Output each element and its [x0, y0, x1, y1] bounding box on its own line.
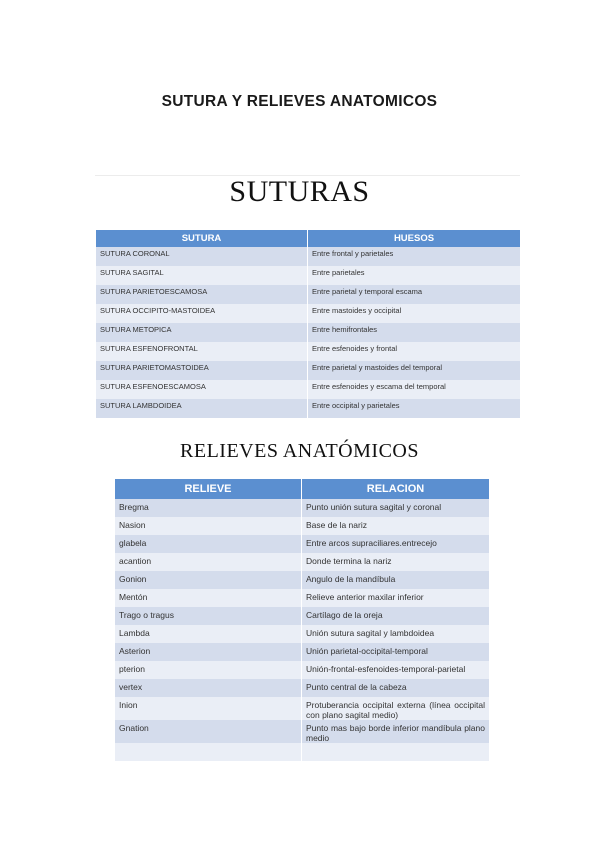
table-row [96, 266, 520, 285]
table-row [115, 643, 489, 661]
table-cell-description: Entre esfenoides y escama del temporal [308, 380, 521, 399]
table-header-row [115, 479, 489, 499]
table-cell-name: acantion [115, 553, 302, 571]
table-row [115, 625, 489, 643]
table-cell-name: Mentón [115, 589, 302, 607]
table-cell-description: Entre arcos supraciliares.entrecejo [302, 535, 490, 553]
table-cell-description: Entre parietal y mastoides del temporal [308, 361, 521, 380]
table-cell-name: Trago o tragus [115, 607, 302, 625]
table-row [96, 342, 520, 361]
table-cell-description: Donde termina la nariz [302, 553, 490, 571]
column-header-huesos: HUESOS [308, 230, 521, 247]
table-row [96, 247, 520, 266]
table-cell-name: Gonion [115, 571, 302, 589]
table-cell-name: glabela [115, 535, 302, 553]
table-row [96, 285, 520, 304]
table-cell-name: vertex [115, 679, 302, 697]
table-cell-description: Unión sutura sagital y lambdoidea [302, 625, 490, 643]
table-cell-description: Angulo de la mandíbula [302, 571, 490, 589]
table-cell-name: Inion [115, 697, 302, 720]
table-cell-description: Protuberancia occipital externa (línea occipital con plano sagital medio) [302, 697, 490, 720]
table-cell-name: pterion [115, 661, 302, 679]
table-cell-name: SUTURA OCCIPITO-MASTOIDEA [96, 304, 308, 323]
table-cell-description: Entre esfenoides y frontal [308, 342, 521, 361]
table-row [115, 589, 489, 607]
table-cell-description: Punto mas bajo borde inferior mandíbula plano medio [302, 720, 490, 743]
table-row [96, 380, 520, 399]
table-cell-description: Cartílago de la oreja [302, 607, 490, 625]
table-cell-name: Nasion [115, 517, 302, 535]
table-row [96, 399, 520, 418]
table-row [115, 517, 489, 535]
table-row [115, 661, 489, 679]
table-row [115, 743, 489, 761]
table-row [115, 535, 489, 553]
table-cell-name: Gnation [115, 720, 302, 743]
table-cell-description: Unión parietal-occipital-temporal [302, 643, 490, 661]
relieves-table [115, 479, 489, 761]
table-row [115, 607, 489, 625]
table-cell-name: SUTURA PARIETOESCAMOSA [96, 285, 308, 304]
suturas-table [96, 230, 520, 418]
table-cell-description: Entre parietal y temporal escama [308, 285, 521, 304]
column-header-relieve: RELIEVE [115, 479, 302, 499]
table-cell-description: Entre mastoides y occipital [308, 304, 521, 323]
page-title: SUTURA Y RELIEVES ANATOMICOS [161, 93, 438, 110]
table-cell-description: Entre parietales [308, 266, 521, 285]
table-row [115, 697, 489, 720]
table-header-row [96, 230, 520, 247]
suturas-title: SUTURAS [229, 175, 370, 208]
table-row [115, 720, 489, 743]
table-row [115, 553, 489, 571]
table-cell-description: Base de la nariz [302, 517, 490, 535]
column-header-sutura: SUTURA [96, 230, 308, 247]
table-cell-name: SUTURA ESFENOFRONTAL [96, 342, 308, 361]
table-cell-name: Asterion [115, 643, 302, 661]
table-cell-name: SUTURA CORONAL [96, 247, 308, 266]
table-cell-name: Lambda [115, 625, 302, 643]
relieves-title: RELIEVES ANATÓMICOS [180, 440, 419, 462]
table-row [96, 361, 520, 380]
table-cell-description: Entre frontal y parietales [308, 247, 521, 266]
table-cell-description: Entre occipital y parietales [308, 399, 521, 418]
table-cell-description [302, 743, 490, 761]
table-cell-name: SUTURA PARIETOMASTOIDEA [96, 361, 308, 380]
table-row [96, 323, 520, 342]
table-cell-name: SUTURA LAMBDOIDEA [96, 399, 308, 418]
table-cell-name: Bregma [115, 499, 302, 517]
table-cell-name: SUTURA METOPICA [96, 323, 308, 342]
table-cell-description: Unión-frontal-esfenoides-temporal-parietal [302, 661, 490, 679]
table-cell-name: SUTURA SAGITAL [96, 266, 308, 285]
table-cell-description: Relieve anterior maxilar inferior [302, 589, 490, 607]
table-cell-name [115, 743, 302, 761]
table-cell-description: Punto central de la cabeza [302, 679, 490, 697]
table-row [115, 499, 489, 517]
table-cell-description: Entre hemifrontales [308, 323, 521, 342]
table-cell-name: SUTURA ESFENOESCAMOSA [96, 380, 308, 399]
table-row [96, 304, 520, 323]
table-row [115, 571, 489, 589]
table-cell-description: Punto unión sutura sagital y coronal [302, 499, 490, 517]
column-header-relacion: RELACION [302, 479, 490, 499]
table-row [115, 679, 489, 697]
